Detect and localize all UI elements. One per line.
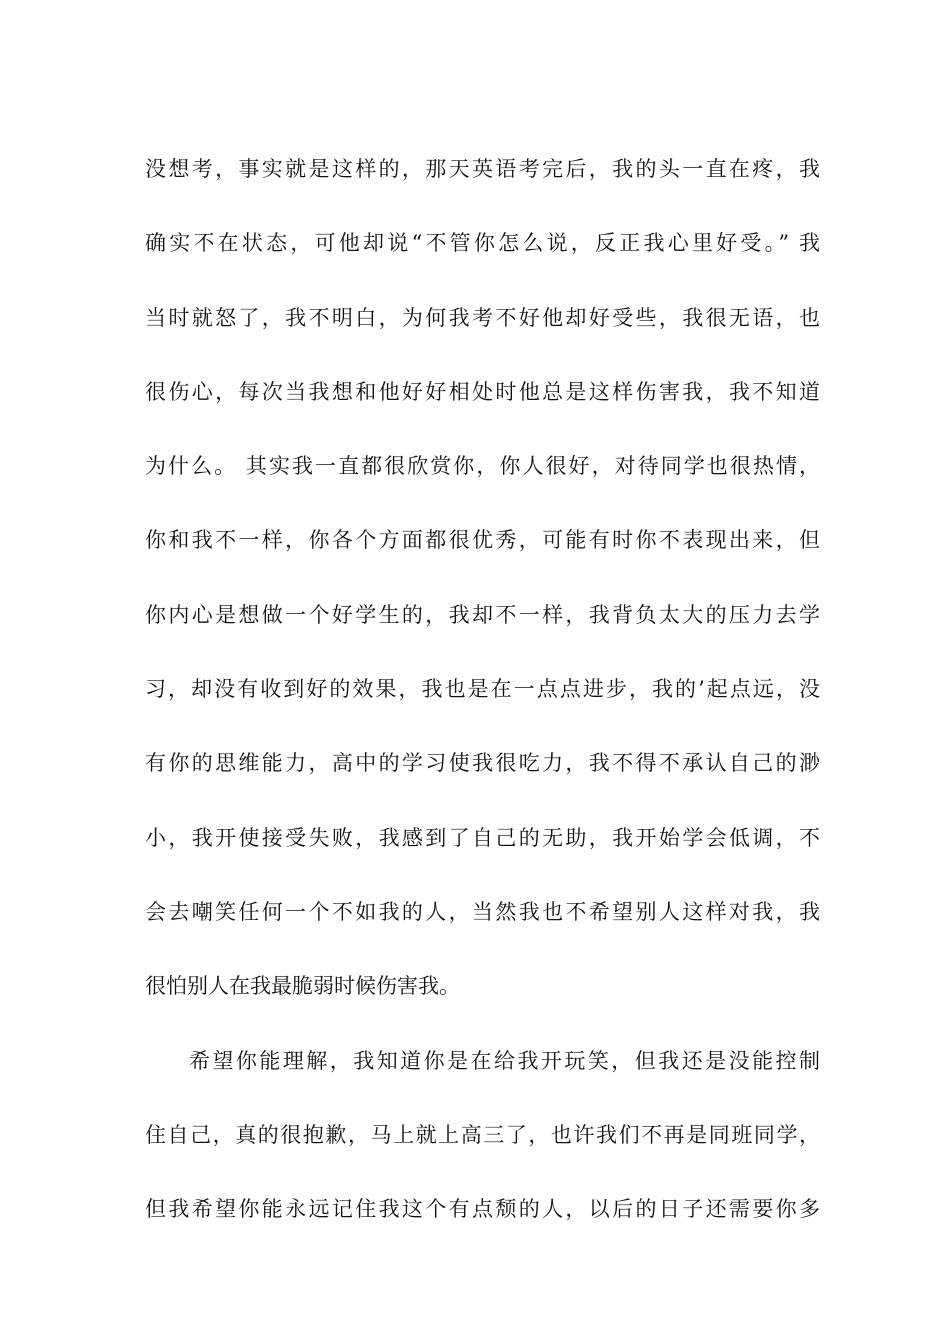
text-line: 小，我开使接受失败，我感到了自己的无助，我开始学会低调，不 bbox=[145, 825, 820, 850]
text-line: 为什么。 其实我一直都很欣赏你，你人很好，对待同学也很热情， bbox=[145, 454, 820, 479]
text-line: 有你的思维能力，高中的学习使我很吃力，我不得不承认自己的渺 bbox=[145, 751, 820, 776]
text-line: 没想考，事实就是这样的，那天英语考完后，我的头一直在疼，我 bbox=[145, 157, 820, 181]
text-line: 很伤心，每次当我想和他好好相处时他总是这样伤害我，我不知道 bbox=[145, 379, 820, 404]
text-line: 习，却没有收到好的效果，我也是在一点点进步，我的’起点远，没 bbox=[145, 677, 820, 702]
paragraph-start-line: 希望你能理解，我知道你是在给我开玩笑，但我还是没能控制 bbox=[189, 1048, 820, 1073]
text-line: 当时就怒了，我不明白，为何我考不好他却好受些，我很无语，也 bbox=[145, 305, 820, 330]
text-line: 确实不在状态，可他却说“不管你怎么说，反正我心里好受。” 我 bbox=[145, 231, 820, 256]
paragraph-end-line: 很怕别人在我最脆弱时候伤害我。 bbox=[145, 974, 460, 999]
body-text bbox=[145, 132, 820, 1246]
text-line: 会去嘲笑任何一个不如我的人，当然我也不希望别人这样对我，我 bbox=[145, 899, 820, 924]
text-line: 住自己，真的很抱歉，马上就上高三了，也许我们不再是同班同学， bbox=[145, 1122, 820, 1147]
text-line: 但我希望你能永远记住我这个有点颓的人，以后的日子还需要你多 bbox=[145, 1197, 820, 1222]
text-line: 你内心是想做一个好学生的，我却不一样，我背负太大的压力去学 bbox=[145, 602, 820, 627]
text-line: 你和我不一样，你各个方面都很优秀，可能有时你不表现出来，但 bbox=[145, 528, 820, 553]
